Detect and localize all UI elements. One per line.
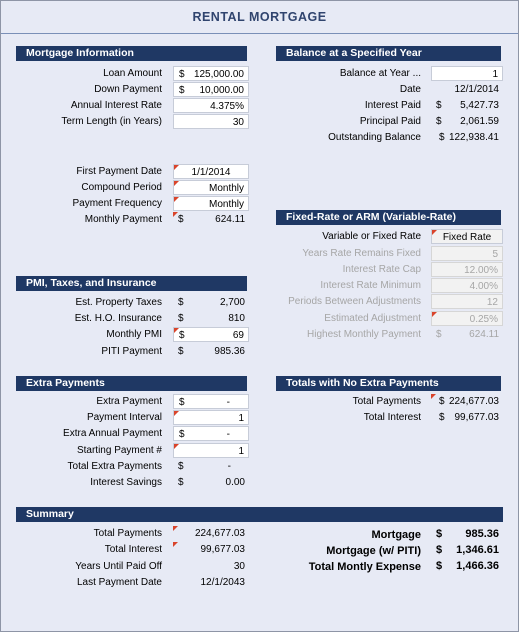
ho-insurance-output (173, 311, 249, 326)
ho-insurance-label: Est. H.O. Insurance (74, 313, 162, 324)
mortgage-label: Mortgage (371, 529, 421, 541)
totals-no-extra-header: Totals with No Extra Payments (276, 376, 501, 391)
first-payment-date-value: 1/1/2014 (191, 167, 231, 178)
rate-type-select[interactable] (431, 229, 503, 244)
comment-marker-icon (173, 526, 178, 531)
down-payment-label: Down Payment (94, 84, 162, 95)
years-fixed-value: 5 (492, 249, 498, 260)
monthly-payment-output (173, 212, 249, 227)
balance-year-value: 1 (492, 69, 498, 80)
monthly-payment-value: 624.11 (215, 214, 245, 225)
principal-paid-output (431, 114, 503, 129)
starting-payment-input[interactable] (173, 443, 249, 458)
summary-header: Summary (16, 507, 503, 522)
currency-symbol: $ (436, 329, 442, 340)
principal-paid-value: 2,061.59 (460, 116, 499, 127)
periods-between-input[interactable] (431, 294, 503, 309)
extra-payment-input[interactable] (173, 394, 249, 409)
payment-interval-input[interactable] (173, 410, 249, 425)
currency-symbol: $ (179, 429, 185, 440)
no-extra-total-payments-output (431, 394, 503, 409)
first-payment-date-label: First Payment Date (76, 166, 162, 177)
no-extra-total-interest-output (431, 410, 503, 425)
page-title: RENTAL MORTGAGE (192, 10, 327, 24)
currency-symbol: $ (436, 116, 442, 127)
currency-symbol: $ (436, 560, 443, 572)
last-payment-date-output (173, 575, 249, 590)
payment-frequency-value: Monthly (208, 199, 244, 210)
monthly-pmi-input[interactable] (173, 327, 249, 342)
total-extra-payments-value: - (227, 461, 231, 472)
last-payment-date-label: Last Payment Date (76, 577, 162, 588)
comment-marker-icon (174, 444, 179, 449)
property-taxes-label: Est. Property Taxes (75, 297, 162, 308)
title-divider (1, 33, 518, 34)
monthly-pmi-label: Monthly PMI (106, 329, 162, 340)
summary-total-payments-value: 224,677.03 (194, 528, 245, 539)
payment-frequency-select[interactable] (173, 196, 249, 211)
summary-total-interest-value: 99,677.03 (200, 544, 245, 555)
summary-total-interest-output (173, 542, 249, 557)
mortgage-piti-value: 1,346.61 (456, 544, 499, 556)
years-fixed-label: Years Rate Remains Fixed (302, 248, 421, 259)
term-length-label: Term Length (in Years) (61, 116, 162, 127)
total-monthly-expense-value: 1,466.36 (456, 560, 499, 572)
extra-annual-payment-label: Extra Annual Payment (63, 428, 162, 439)
highest-payment-label: Highest Monthly Payment (307, 329, 421, 340)
term-length-input[interactable] (173, 114, 249, 129)
arm-header: Fixed-Rate or ARM (Variable-Rate) (276, 210, 501, 225)
no-extra-total-interest-value: 99,677.03 (454, 412, 499, 423)
extra-payments-header: Extra Payments (16, 376, 247, 391)
no-extra-total-payments-label: Total Payments (352, 396, 421, 407)
estimated-adjustment-input[interactable] (431, 311, 503, 326)
interest-savings-value: 0.00 (225, 477, 245, 488)
balance-header: Balance at a Specified Year (276, 46, 501, 61)
currency-symbol: $ (179, 69, 185, 80)
interest-paid-output (431, 98, 503, 113)
monthly-pmi-value: 69 (232, 330, 244, 341)
rate-cap-input[interactable] (431, 262, 503, 277)
mortgage-piti-label: Mortgage (w/ PITI) (326, 545, 421, 557)
outstanding-balance-output (431, 130, 503, 145)
total-extra-payments-output (173, 459, 249, 474)
payment-interval-label: Payment Interval (86, 412, 162, 423)
extra-annual-payment-input[interactable] (173, 426, 249, 441)
mortgage-output (431, 527, 503, 542)
balance-date-output (431, 82, 503, 97)
currency-symbol: $ (178, 461, 184, 472)
rate-minimum-value: 4.00% (469, 281, 498, 292)
comment-marker-icon (174, 197, 179, 202)
pmi-header: PMI, Taxes, and Insurance (16, 276, 247, 291)
total-extra-payments-label: Total Extra Payments (67, 461, 162, 472)
currency-symbol: $ (436, 544, 443, 556)
starting-payment-label: Starting Payment # (76, 445, 162, 456)
summary-total-interest-label: Total Interest (104, 544, 162, 555)
last-payment-date-value: 12/1/2043 (200, 577, 245, 588)
currency-symbol: $ (436, 528, 443, 540)
principal-paid-label: Principal Paid (359, 116, 421, 127)
piti-payment-value: 985.36 (214, 346, 245, 357)
down-payment-value: 10,000.00 (199, 85, 244, 96)
first-payment-date-input[interactable] (173, 164, 249, 179)
extra-payment-label: Extra Payment (96, 396, 162, 407)
compound-period-label: Compound Period (81, 182, 162, 193)
summary-total-payments-label: Total Payments (93, 528, 162, 539)
piti-payment-label: PITI Payment (101, 346, 162, 357)
rate-minimum-label: Interest Rate Minimum (320, 280, 421, 291)
rate-minimum-input[interactable] (431, 278, 503, 293)
highest-payment-output (431, 327, 503, 342)
balance-year-label: Balance at Year ... (339, 68, 421, 79)
periods-between-label: Periods Between Adjustments (288, 296, 421, 307)
total-monthly-expense-label: Total Montly Expense (308, 561, 421, 573)
comment-marker-icon (174, 181, 179, 186)
years-until-paid-value: 30 (233, 561, 245, 572)
starting-payment-value: 1 (238, 446, 244, 457)
currency-symbol: $ (178, 297, 184, 308)
comment-marker-icon (173, 542, 178, 547)
interest-paid-label: Interest Paid (364, 100, 421, 111)
years-until-paid-output (173, 559, 249, 574)
no-extra-total-payments-value: 224,677.03 (448, 396, 499, 407)
loan-amount-label: Loan Amount (103, 68, 162, 79)
rate-cap-label: Interest Rate Cap (342, 264, 421, 275)
currency-symbol: $ (179, 85, 185, 96)
balance-year-input[interactable] (431, 66, 503, 81)
mortgage-value: 985.36 (465, 528, 499, 540)
estimated-adjustment-value: 0.25% (469, 314, 498, 325)
balance-date-label: Date (399, 84, 421, 95)
loan-amount-value: 125,000.00 (193, 69, 244, 80)
balance-date-value: 12/1/2014 (454, 84, 499, 95)
loan-amount-input[interactable] (173, 66, 249, 81)
compound-period-select[interactable] (173, 180, 249, 195)
ho-insurance-value: 810 (228, 313, 245, 324)
currency-symbol: $ (439, 396, 445, 407)
property-taxes-output (173, 295, 249, 310)
comment-marker-icon (432, 312, 437, 317)
outstanding-balance-label: Outstanding Balance (328, 132, 421, 143)
extra-payment-value: - (226, 397, 230, 408)
property-taxes-value: 2,700 (219, 297, 245, 308)
summary-total-payments-output (173, 526, 249, 541)
currency-symbol: $ (179, 330, 185, 341)
currency-symbol: $ (178, 477, 184, 488)
interest-savings-label: Interest Savings (90, 477, 162, 488)
years-until-paid-label: Years Until Paid Off (75, 561, 162, 572)
compound-period-value: Monthly (208, 183, 244, 194)
mortgage-piti-output (431, 543, 503, 558)
currency-symbol: $ (179, 397, 185, 408)
highest-payment-value: 624.11 (469, 329, 499, 340)
estimated-adjustment-label: Estimated Adjustment (324, 313, 421, 324)
rate-type-value: Fixed Rate (442, 232, 492, 243)
currency-symbol: $ (178, 346, 184, 357)
currency-symbol: $ (436, 100, 442, 111)
currency-symbol: $ (439, 412, 445, 423)
interest-rate-input[interactable] (173, 98, 249, 113)
interest-rate-label: Annual Interest Rate (70, 100, 162, 111)
periods-between-value: 12 (486, 297, 498, 308)
down-payment-input[interactable] (173, 82, 249, 97)
comment-marker-icon (174, 411, 179, 416)
mortgage-info-header: Mortgage Information (16, 46, 247, 61)
extra-annual-payment-value: - (226, 429, 230, 440)
interest-savings-output (173, 475, 249, 490)
comment-marker-icon (431, 394, 436, 399)
term-length-value: 30 (232, 117, 244, 128)
payment-frequency-label: Payment Frequency (72, 198, 162, 209)
currency-symbol: $ (439, 132, 445, 143)
monthly-payment-label: Monthly Payment (84, 214, 162, 225)
no-extra-total-interest-label: Total Interest (363, 412, 421, 423)
payment-interval-value: 1 (238, 413, 244, 424)
total-monthly-expense-output (431, 559, 503, 574)
piti-payment-output (173, 344, 249, 359)
interest-paid-value: 5,427.73 (460, 100, 499, 111)
rate-type-label: Variable or Fixed Rate (322, 231, 421, 242)
interest-rate-value: 4.375% (210, 101, 244, 112)
years-fixed-input[interactable] (431, 246, 503, 261)
outstanding-balance-value: 122,938.41 (448, 132, 499, 143)
rate-cap-value: 12.00% (464, 265, 498, 276)
currency-symbol: $ (178, 214, 184, 225)
currency-symbol: $ (178, 313, 184, 324)
